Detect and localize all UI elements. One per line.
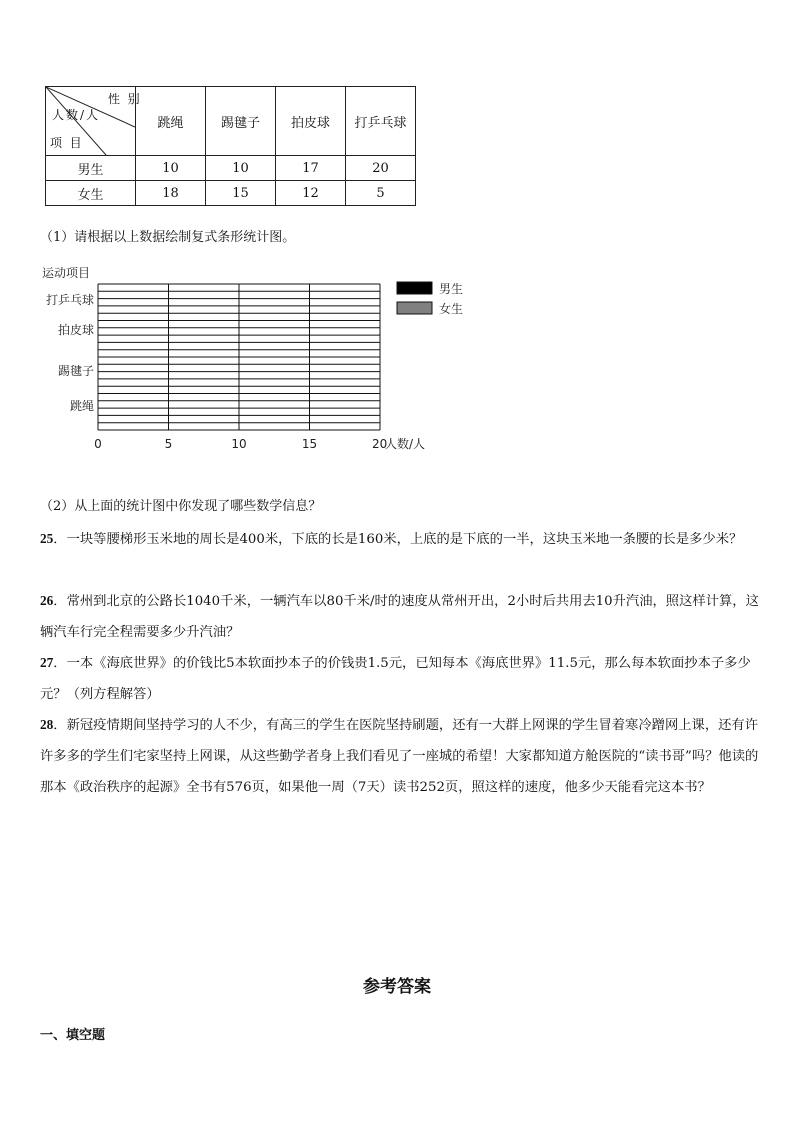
table-header-cell: 踢毽子 (206, 87, 276, 156)
problem-27 (40, 647, 760, 710)
table-cell: 20 (346, 156, 416, 181)
corner-bottom-left: 项 目 (50, 136, 82, 150)
table-cell: 15 (206, 181, 276, 206)
corner-middle: 人数/人 (52, 108, 101, 122)
bar-chart (0, 258, 520, 458)
x-tick-label: 10 (231, 437, 247, 451)
legend-swatch (397, 302, 432, 314)
table-header-cell: 拍皮球 (276, 87, 346, 156)
chart-xlabel: 人数/人 (385, 437, 426, 451)
problem-26 (40, 585, 760, 648)
legend-label: 女生 (439, 302, 464, 316)
question-2: （2）从上面的统计图中你发现了哪些数学信息？ (40, 499, 322, 514)
table-cell: 10 (206, 156, 276, 181)
table-row-label: 男生 (46, 156, 136, 181)
section-heading: 一、填空题 (40, 1028, 106, 1043)
answer-title: 参考答案 (363, 977, 431, 997)
table-header-cell: 打乒乓球 (346, 87, 416, 156)
legend-swatch (397, 282, 432, 294)
problem-text: ．新冠疫情期间坚持学习的人不少，有高三的学生在医院坚持刷题，还有一大群上网课的学生冒着寒冷蹭网上课，还有许许多多的学生们宅家坚持上网课，从这些勤学者身上我们看见了一座城的希望！大家都知道方舱医院的“读书哥”吗？他读的那本《政治秩序的起源》全书有576页，如果他一周（7天）读书252页，照这样的速度，他多少天能看完这本书？ (40, 718, 759, 795)
problem-28 (40, 709, 760, 803)
table-header-cell: 跳绳 (136, 87, 206, 156)
chart-ylabel: 运动项目 (42, 266, 91, 280)
x-tick-label: 5 (164, 437, 173, 451)
question-1: （1）请根据以上数据绘制复式条形统计图。 (40, 230, 296, 245)
table-cell: 10 (136, 156, 206, 181)
problem-text: ．一本《海底世界》的价钱比5本软面抄本子的价钱贵1.5元，已知每本《海底世界》11.5元，那么每本软面抄本子多少元？（列方程解答） (40, 656, 751, 702)
table-cell: 17 (276, 156, 346, 181)
problem-25 (40, 523, 760, 555)
table-corner-cell (46, 87, 140, 156)
problem-number: 28 (40, 717, 54, 732)
table-row (46, 181, 416, 206)
data-table (45, 86, 416, 206)
category-label: 打乒乓球 (45, 293, 94, 307)
legend-label: 男生 (439, 282, 464, 296)
table-cell: 18 (136, 181, 206, 206)
problem-number: 27 (40, 655, 54, 670)
table-cell: 5 (346, 181, 416, 206)
problem-number: 26 (40, 593, 54, 608)
problem-text: ．常州到北京的公路长1040千米，一辆汽车以80千米/时的速度从常州开出，2小时后共用去10升汽油，照这样计算，这辆汽车行完全程需要多少升汽油？ (40, 594, 759, 640)
category-label: 踢毽子 (57, 364, 94, 378)
x-tick-label: 20 (372, 437, 388, 451)
x-tick-label: 0 (94, 437, 102, 451)
corner-top-right: 性 别 (108, 92, 140, 106)
x-tick-label: 15 (301, 437, 318, 451)
table-row (46, 156, 416, 181)
table-cell: 12 (276, 181, 346, 206)
table-row-label: 女生 (46, 181, 136, 206)
category-label: 拍皮球 (57, 323, 94, 337)
problem-number: 25 (40, 531, 54, 546)
category-label: 跳绳 (69, 399, 94, 413)
problem-text: ．一块等腰梯形玉米地的周长是400米，下底的长是160米，上底的是下底的一半，这块玉米地一条腰的长是多少米？ (53, 532, 743, 547)
